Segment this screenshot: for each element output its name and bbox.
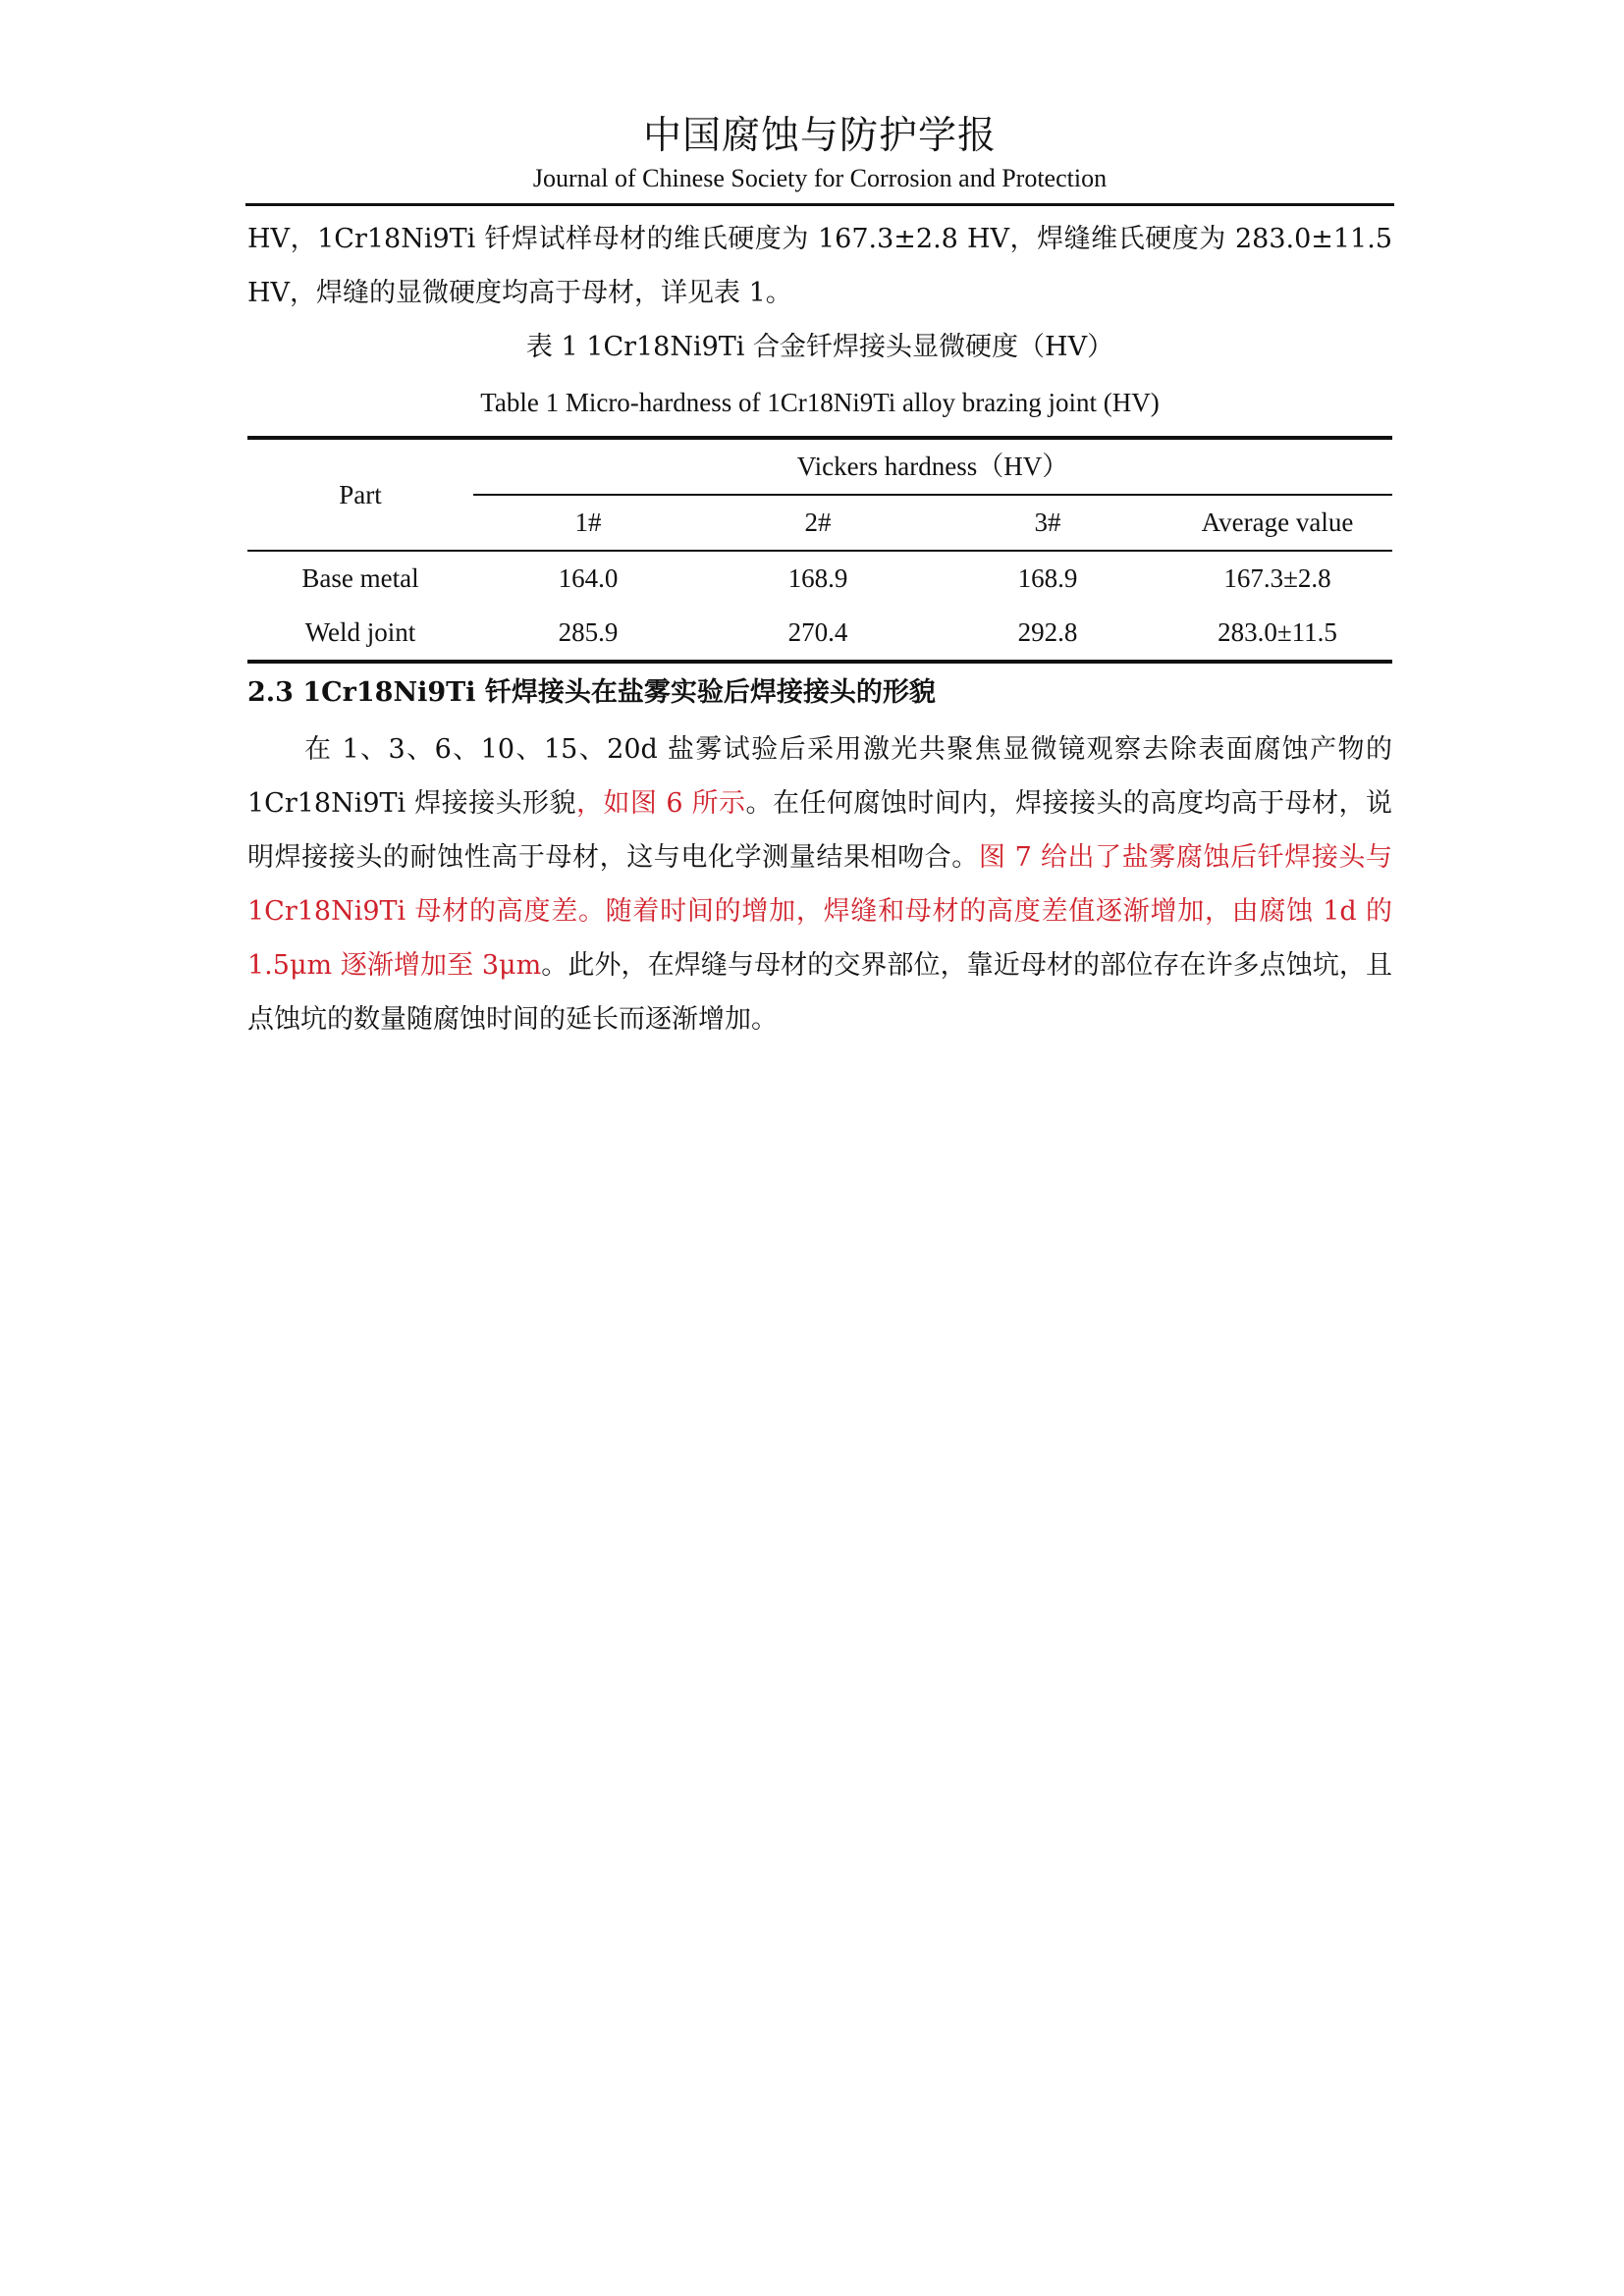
intro-paragraph: HV，1Cr18Ni9Ti 钎焊试样母材的维氏硬度为 167.3±2.8 HV，焊缝维氏硬度为 283.0±11.5 HV，焊缝的显微硬度均高于母材，详见表 1。 [247,224,1392,308]
header-sample-3: 3# [1034,507,1061,537]
row-average: 167.3±2.8 [1163,551,1392,606]
para-text-a: 在 1、3、6、10、15、20d 盐雾试验后采用激光共聚焦显微镜观察去除表面腐蚀产物的 1Cr18Ni9Ti 焊接接头形貌 [247,734,1392,819]
row-part: Weld joint [247,606,473,662]
para-highlight-fig7: 图 7 给出了盐雾腐蚀后钎焊接头与 1Cr18Ni9Ti 母材的高度差。随着时间的增加，焊缝和母材的高度差值逐渐增加，由腐蚀 1d 的 1.5μm 逐渐增加至 3μm [247,842,1393,981]
header-part: Part [247,438,473,551]
table-caption-en: Table 1 Micro-hardness of 1Cr18Ni9Ti alloy brazing joint (HV) [480,388,1160,417]
row-value-3: 168.9 [933,551,1163,606]
header-average: Average value [1201,507,1354,537]
row-value-1: 164.0 [473,551,703,606]
table-row [247,606,1392,662]
header-sample-2: 2# [804,507,832,537]
row-average: 283.0±11.5 [1163,606,1392,662]
header-vickers: Vickers hardness（HV） [473,438,1392,495]
page-header [245,110,1394,194]
section-paragraph [247,722,1392,1046]
row-part: Base metal [247,551,473,606]
table-row [247,551,1392,606]
para-highlight-fig6: ，如图 6 所示 [575,788,746,819]
row-value-2: 270.4 [703,606,933,662]
row-value-2: 168.9 [703,551,933,606]
hardness-table [247,436,1392,664]
header-rule [245,203,1394,206]
journal-title-en: Journal of Chinese Society for Corrosion and Protection [532,164,1108,192]
table-caption-cn: 表 1 1Cr18Ni9Ti 合金钎焊接头显微硬度（HV） [525,332,1114,362]
row-value-3: 292.8 [933,606,1163,662]
header-sample-1: 1# [574,507,602,537]
para-text-c: 。在任何腐蚀时间内，焊接接头的高度均高于母材，说明焊接接头的耐蚀性高于母材，这与电化学测量结果相吻合。 [247,788,1393,873]
page-body [247,212,1392,1046]
journal-title-cn: 中国腐蚀与防护学报 [642,114,997,158]
section-heading: 2.3 1Cr18Ni9Ti 钎焊接头在盐雾实验后焊接接头的形貌 [247,677,936,708]
para-text-e: 。此外，在焊缝与母材的交界部位，靠近母材的部位存在许多点蚀坑，且点蚀坑的数量随腐蚀时间的延长而逐渐增加。 [247,950,1392,1035]
row-value-1: 285.9 [473,606,703,662]
